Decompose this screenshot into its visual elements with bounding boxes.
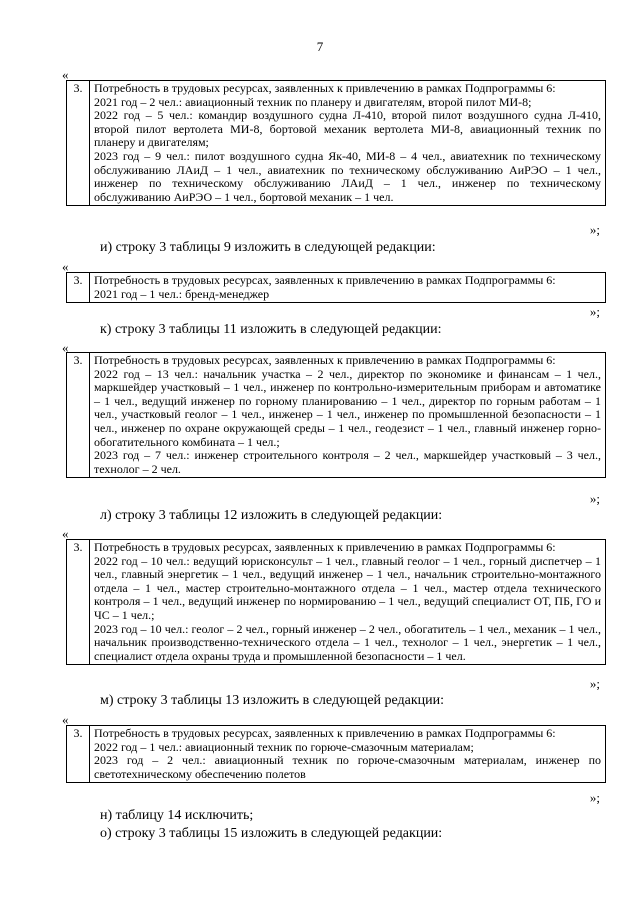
table-row-block	[66, 80, 606, 206]
row-number: 3.	[67, 726, 90, 783]
table-row	[67, 81, 606, 206]
opening-quote: «	[62, 526, 69, 541]
table-row	[67, 353, 606, 478]
amendment-instruction: м) строку 3 таблицы 13 изложить в следующей редакции:	[100, 693, 445, 708]
content-line: 2022 год – 5 чел.: командир воздушного судна Л-410, второй пилот воздушного судна Л-410, второй пилот вертолета МИ-8, бортовой механик вертолета МИ-8, авиационный техник по планеру и двигателям;	[94, 108, 601, 150]
closing-quote: »;	[589, 222, 600, 237]
closing-quote: »;	[589, 790, 600, 805]
content-line: 2023 год – 9 чел.: пилот воздушного судна Як-40, МИ-8 – 4 чел., авиатехник по техническому обслуживанию ЛАиД – 1 чел., авиатехник по техническому обслуживанию АиРЭО – 1 чел., инженер по техническому обслуживанию ЛАиД – 1 чел., инженер по техническому обслуживанию АиРЭО – 1 чел., бортовой механик – 1 чел.	[94, 148, 601, 204]
content-line: 2021 год – 1 чел.: бренд-менеджер	[94, 286, 270, 301]
content-line: 2022 год – 10 чел.: ведущий юрисконсульт – 1 чел., главный геолог – 1 чел., горный диспетчер – 1 чел., главный энергетик – 1 чел., ведущий инженер – 1 чел., начальник строительно-монтажного отдела – 1 чел., мастер строительно-монтажного отдела – 1 чел., мастер отдела технического контроля – 1 чел., ведущий инженер по нормированию – 1 чел., ведущий специалист ОТ, ПБ, ГО и ЧС – 1 чел.;	[94, 553, 601, 622]
table-row-block	[66, 352, 606, 478]
row-number: 3.	[67, 353, 90, 478]
row-number: 3.	[67, 273, 90, 303]
content-line: Потребность в трудовых ресурсах, заявленных к привлечению в рамках Подпрограммы 6:	[94, 273, 556, 287]
content-line: Потребность в трудовых ресурсах, заявленных к привлечению в рамках Подпрограммы 6:	[94, 726, 556, 740]
content-line: 2023 год – 10 чел.: геолог – 2 чел., горный инженер – 2 чел., обогатитель – 1 чел., механик – 1 чел., начальник производственно-технического отдела – 1 чел., технолог – 1 чел., энергетик – 1 чел., специалист отдела охраны труда и промышленной безопасности – 1 чел.	[94, 621, 601, 663]
amendment-instruction: н) таблицу 14 исключить;	[100, 808, 254, 823]
closing-quote: »;	[589, 491, 600, 506]
content-line: 2022 год – 1 чел.: авиационный техник по горюче-смазочным материалам;	[94, 739, 474, 754]
row-number: 3.	[67, 81, 90, 206]
row-number: 3.	[67, 540, 90, 665]
table-row-block	[66, 272, 606, 303]
content-line: Потребность в трудовых ресурсах, заявленных к привлечению в рамках Подпрограммы 6:	[94, 353, 556, 367]
row-content	[90, 726, 606, 783]
row-content	[90, 273, 606, 303]
content-line: 2022 год – 13 чел.: начальник участка – 2 чел., директор по экономике и финансам – 1 чел., маркшейдер участковый – 1 чел., инженер по контрольно-измерительным приборам и автоматике – 1 чел., ведущий инженер по горному планированию – 1 чел., директор по горным работам – 1 чел., участковый геолог – 1 чел., инженер – 1 чел., инженер по промышленной безопасности – 1 чел., инженер по охране окружающей среды – 1 чел., геодезист – 1 чел., главный инженер горно-обогатительного комбината – 1 чел.;	[94, 366, 601, 449]
amendment-instruction: о) строку 3 таблицы 15 изложить в следующей редакции:	[100, 826, 443, 841]
amendment-instruction: и) строку 3 таблицы 9 изложить в следующей редакции:	[100, 240, 436, 255]
amendment-instruction: к) строку 3 таблицы 11 изложить в следующей редакции:	[100, 322, 442, 337]
table-row	[67, 540, 606, 665]
row-content	[90, 353, 606, 478]
opening-quote: «	[62, 340, 69, 355]
table-row	[67, 273, 606, 303]
closing-quote: »;	[589, 304, 600, 319]
table-row-block	[66, 725, 606, 783]
content-line: Потребность в трудовых ресурсах, заявленных к привлечению в рамках Подпрограммы 6:	[94, 81, 556, 95]
amendment-instruction: л) строку 3 таблицы 12 изложить в следующей редакции:	[100, 508, 443, 523]
content-line: Потребность в трудовых ресурсах, заявленных к привлечению в рамках Подпрограммы 6:	[94, 540, 556, 554]
closing-quote: »;	[589, 676, 600, 691]
content-line: 2023 год – 7 чел.: инженер строительного контроля – 2 чел., маркшейдер участковый – 3 чел., технолог – 2 чел.	[94, 448, 601, 476]
opening-quote: «	[62, 259, 69, 274]
content-line: 2021 год – 2 чел.: авиационный техник по планеру и двигателям, второй пилот МИ-8;	[94, 94, 532, 109]
table-row-block	[66, 539, 606, 665]
table-row	[67, 726, 606, 783]
opening-quote: «	[62, 67, 69, 82]
row-content	[90, 81, 606, 206]
page-number: 7	[316, 39, 324, 54]
opening-quote: «	[62, 712, 69, 727]
content-line: 2023 год – 2 чел.: авиационный техник по горюче-смазочным материалам, инженер по светотехническому обеспечению полетов	[94, 753, 601, 781]
row-content	[90, 540, 606, 665]
